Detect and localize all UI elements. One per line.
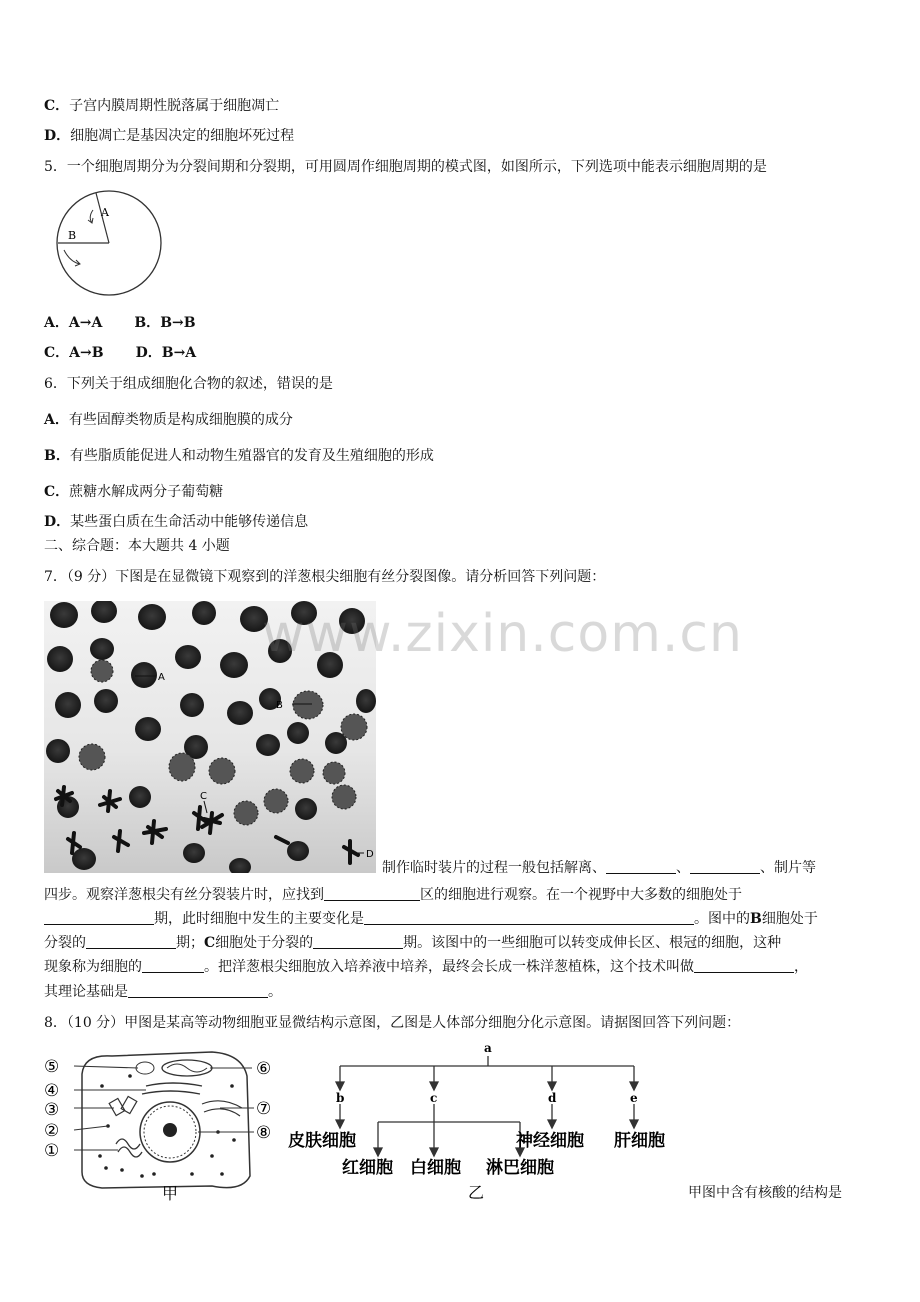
node-d: d	[548, 1091, 557, 1105]
q8-tail-text: 甲图中含有核酸的结构是	[688, 1185, 842, 1201]
q5-options-ab	[44, 314, 196, 332]
option-letter: D．	[44, 514, 71, 530]
option-text: 有些脂质能促进人和动物生殖器官的发育及生殖细胞的形成	[69, 448, 434, 464]
node-b: b	[336, 1091, 345, 1105]
q6-option-c	[44, 483, 223, 501]
text-run: 现象称为细胞的	[44, 959, 142, 975]
node-c: c	[430, 1091, 438, 1105]
text-run: 其理论基础是	[44, 984, 128, 1000]
q5-options-cd	[44, 344, 196, 362]
option-text: A→B	[69, 345, 104, 361]
option-text: A→A	[68, 315, 103, 331]
text-run: 、制片等	[760, 860, 816, 876]
answer-blank[interactable]	[690, 859, 760, 874]
option-letter: C．	[44, 98, 70, 114]
option-letter: C．	[44, 484, 70, 500]
cell-differentiation-diagram	[286, 1040, 680, 1204]
answer-blank[interactable]	[324, 886, 420, 901]
option-letter: D．	[135, 345, 162, 361]
answer-blank[interactable]	[86, 934, 176, 949]
option-text: 子宫内膜周期性脱落属于细胞凋亡	[69, 98, 280, 114]
tree-lines	[336, 1056, 638, 1156]
option-letter: B．	[134, 315, 161, 331]
red-cell-label: 红细胞	[342, 1158, 393, 1178]
option-text: 有些固醇类物质是构成细胞膜的成分	[68, 412, 293, 428]
q6-option-b	[44, 447, 434, 465]
q6-option-a	[44, 411, 293, 429]
text-run: 细胞处于分裂的	[215, 935, 314, 951]
animal-cell-diagram	[42, 1046, 287, 1202]
option-text: B→A	[161, 345, 197, 361]
marker-6: ⑥	[256, 1059, 272, 1079]
option-text: 细胞凋亡是基因决定的细胞坏死过程	[70, 128, 295, 144]
q6-stem: 6．下列关于组成细胞化合物的叙述，错误的是	[44, 376, 333, 392]
q7-line-1	[382, 859, 816, 877]
option-letter: B．	[44, 448, 70, 464]
q6-option-d	[44, 513, 308, 531]
q4-option-c	[44, 97, 279, 115]
text-run: 制作临时装片的过程一般包括解离、	[382, 860, 606, 876]
text-run: 。	[268, 984, 282, 1000]
text-run: 区的细胞进行观察。在一个视野中大多数的细胞处于	[420, 887, 742, 903]
text-run: ，	[794, 959, 808, 975]
vesicle	[136, 1062, 154, 1074]
fig-label-b: B	[68, 229, 77, 242]
text-run: 、	[676, 860, 690, 876]
option-text: 某些蛋白质在生命活动中能够传递信息	[70, 514, 309, 530]
marker-2: ②	[44, 1121, 60, 1141]
q7-line-5	[44, 958, 808, 976]
cell-cycle-diagram	[52, 190, 167, 302]
node-a: a	[484, 1041, 492, 1055]
node-e: e	[630, 1091, 638, 1105]
lymph-cell-label: 淋巴细胞	[486, 1158, 554, 1178]
option-text: B→B	[160, 315, 196, 331]
text-run: 期，此时细胞中发生的主要变化是	[154, 911, 364, 927]
marker-4: ④	[44, 1081, 60, 1101]
q7-line-6	[44, 983, 282, 1001]
micro-label-c: C	[200, 791, 207, 802]
q7-line-3	[44, 910, 818, 928]
option-letter: A．	[44, 315, 69, 331]
answer-blank[interactable]	[128, 983, 268, 998]
q8-stem: 8．（10 分）甲图是某高等动物细胞亚显微结构示意图，乙图是人体部分细胞分化示意图。请据图回答下列问题：	[44, 1015, 741, 1031]
caption-jia: 甲	[162, 1184, 179, 1202]
text-run: 四步。观察洋葱根尖有丝分裂装片时，应找到	[44, 887, 324, 903]
marker-1: ①	[44, 1141, 60, 1161]
q7-line-4	[44, 934, 781, 952]
answer-blank[interactable]	[44, 910, 154, 925]
q5-stem: 5．一个细胞周期分为分裂间期和分裂期，可用圆周作细胞周期的模式图，如图所示，下列选项中能表示细胞周期的是	[44, 159, 767, 175]
nucleolus	[163, 1123, 177, 1137]
q7-stem: 7．（9 分）下图是在显微镜下观察到的洋葱根尖细胞有丝分裂图像。请分析回答下列问题：	[44, 569, 606, 585]
micro-label-d: D	[366, 849, 374, 860]
option-letter: A．	[44, 412, 69, 428]
text-run: C	[204, 935, 216, 951]
watermark: www.zixin.com.cn	[262, 604, 743, 664]
answer-blank[interactable]	[606, 859, 676, 874]
q7-line-2	[44, 886, 742, 904]
text-run: 期；	[176, 935, 204, 951]
text-run: 分裂的	[44, 935, 86, 951]
text-run: 。把洋葱根尖细胞放入培养液中培养，最终会长成一株洋葱植株，这个技术叫做	[204, 959, 694, 975]
white-cell-label: 白细胞	[410, 1158, 461, 1178]
caption-yi: 乙	[468, 1183, 485, 1202]
marker-5: ⑤	[44, 1057, 60, 1077]
nerve-cell-label: 神经细胞	[516, 1131, 584, 1151]
option-letter: C．	[44, 345, 70, 361]
option-text: 蔗糖水解成两分子葡萄糖	[69, 484, 224, 500]
answer-blank[interactable]	[142, 958, 204, 973]
answer-blank[interactable]	[364, 910, 694, 925]
text-run: 期。该图中的一些细胞可以转变成伸长区、根冠的细胞，这种	[403, 935, 782, 951]
fig-label-a: A	[101, 206, 109, 219]
marker-7: ⑦	[256, 1099, 272, 1119]
section-heading: 二、综合题：本大题共 4 小题	[44, 538, 230, 554]
option-letter: D．	[44, 128, 71, 144]
text-run: 细胞处于	[761, 911, 818, 927]
micro-label-b: B	[276, 700, 283, 711]
skin-cell-label: 皮肤细胞	[288, 1131, 356, 1151]
text-run: B	[750, 911, 762, 927]
answer-blank[interactable]	[694, 958, 794, 973]
text-run: 。图中的	[694, 911, 750, 927]
liver-cell-label: 肝细胞	[614, 1131, 665, 1151]
marker-3: ③	[44, 1100, 60, 1120]
q4-option-d	[44, 127, 294, 145]
marker-8: ⑧	[256, 1123, 272, 1143]
micro-label-a: A	[158, 672, 165, 683]
answer-blank[interactable]	[313, 934, 403, 949]
